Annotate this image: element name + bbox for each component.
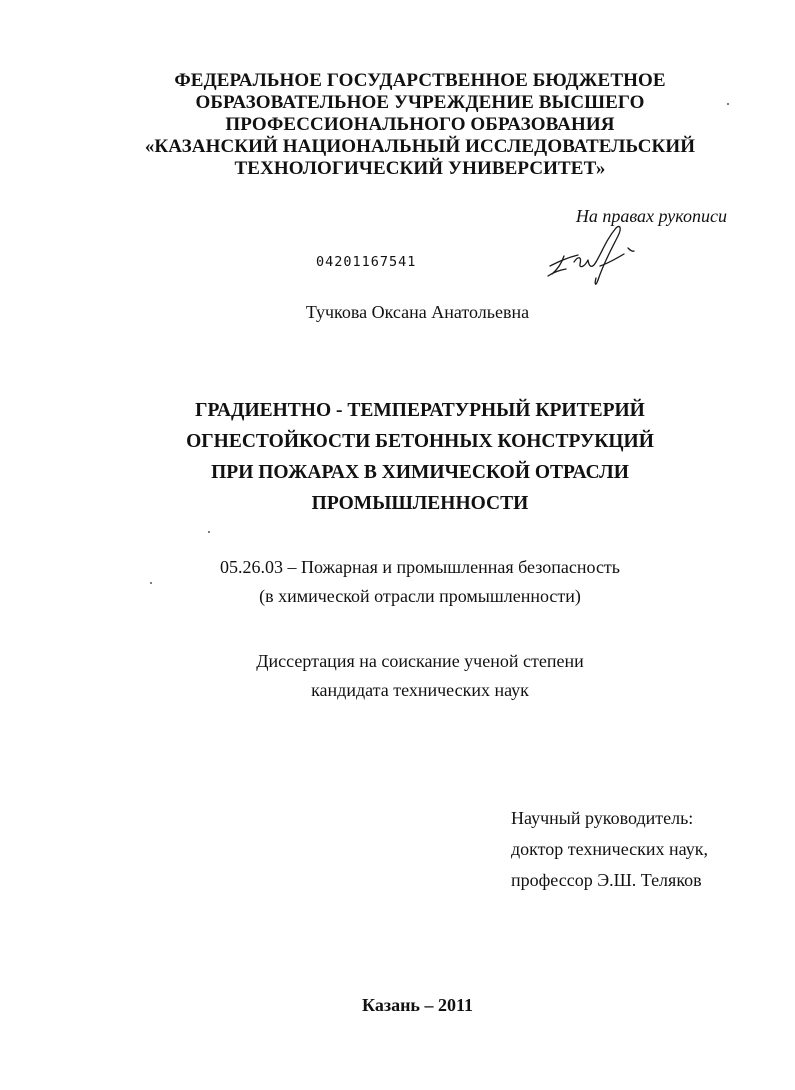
advisor-line: Научный руководитель: [511,808,694,828]
scientific-advisor [511,803,708,896]
degree-statement [90,647,750,705]
city-year: Казань – 2011 [362,995,473,1015]
registration-number: 04201167541 [316,254,417,270]
dissertation-title [90,395,750,519]
scan-speck [727,103,729,105]
title-line: ПРИ ПОЖАРАХ В ХИМИЧЕСКОЙ ОТРАСЛИ [211,462,629,483]
specialty [90,553,750,611]
degree-line: Диссертация на соискание ученой степени [256,651,584,671]
institution-header [90,70,750,180]
scan-speck [150,582,152,584]
specialty-line: (в химической отрасли промышленности) [259,586,581,606]
handwritten-signature [544,222,640,292]
specialty-line: 05.26.03 – Пожарная и промышленная безопасность [219,557,621,577]
institution-line: ОБРАЗОВАТЕЛЬНОЕ УЧРЕЖДЕНИЕ ВЫСШЕГО [195,92,645,113]
author-name: Тучкова Оксана Анатольевна [305,302,530,322]
title-line: ПРОМЫШЛЕННОСТИ [311,493,529,514]
scan-speck [208,531,210,533]
institution-line: ФЕДЕРАЛЬНОЕ ГОСУДАРСТВЕННОЕ БЮДЖЕТНОЕ [174,70,666,91]
institution-line: ТЕХНОЛОГИЧЕСКИЙ УНИВЕРСИТЕТ» [234,158,606,179]
advisor-line: профессор Э.Ш. Теляков [511,870,702,890]
title-line: ОГНЕСТОЙКОСТИ БЕТОННЫХ КОНСТРУКЦИЙ [186,431,654,452]
degree-line: кандидата технических наук [311,680,529,700]
title-line: ГРАДИЕНТНО - ТЕМПЕРАТУРНЫЙ КРИТЕРИЙ [195,400,645,421]
advisor-line: доктор технических наук, [511,839,708,859]
institution-line: ПРОФЕССИОНАЛЬНОГО ОБРАЗОВАНИЯ [225,114,615,135]
institution-line: «КАЗАНСКИЙ НАЦИОНАЛЬНЫЙ ИССЛЕДОВАТЕЛЬСКИЙ [144,136,696,157]
rights-note: На правах рукописи [575,206,727,226]
